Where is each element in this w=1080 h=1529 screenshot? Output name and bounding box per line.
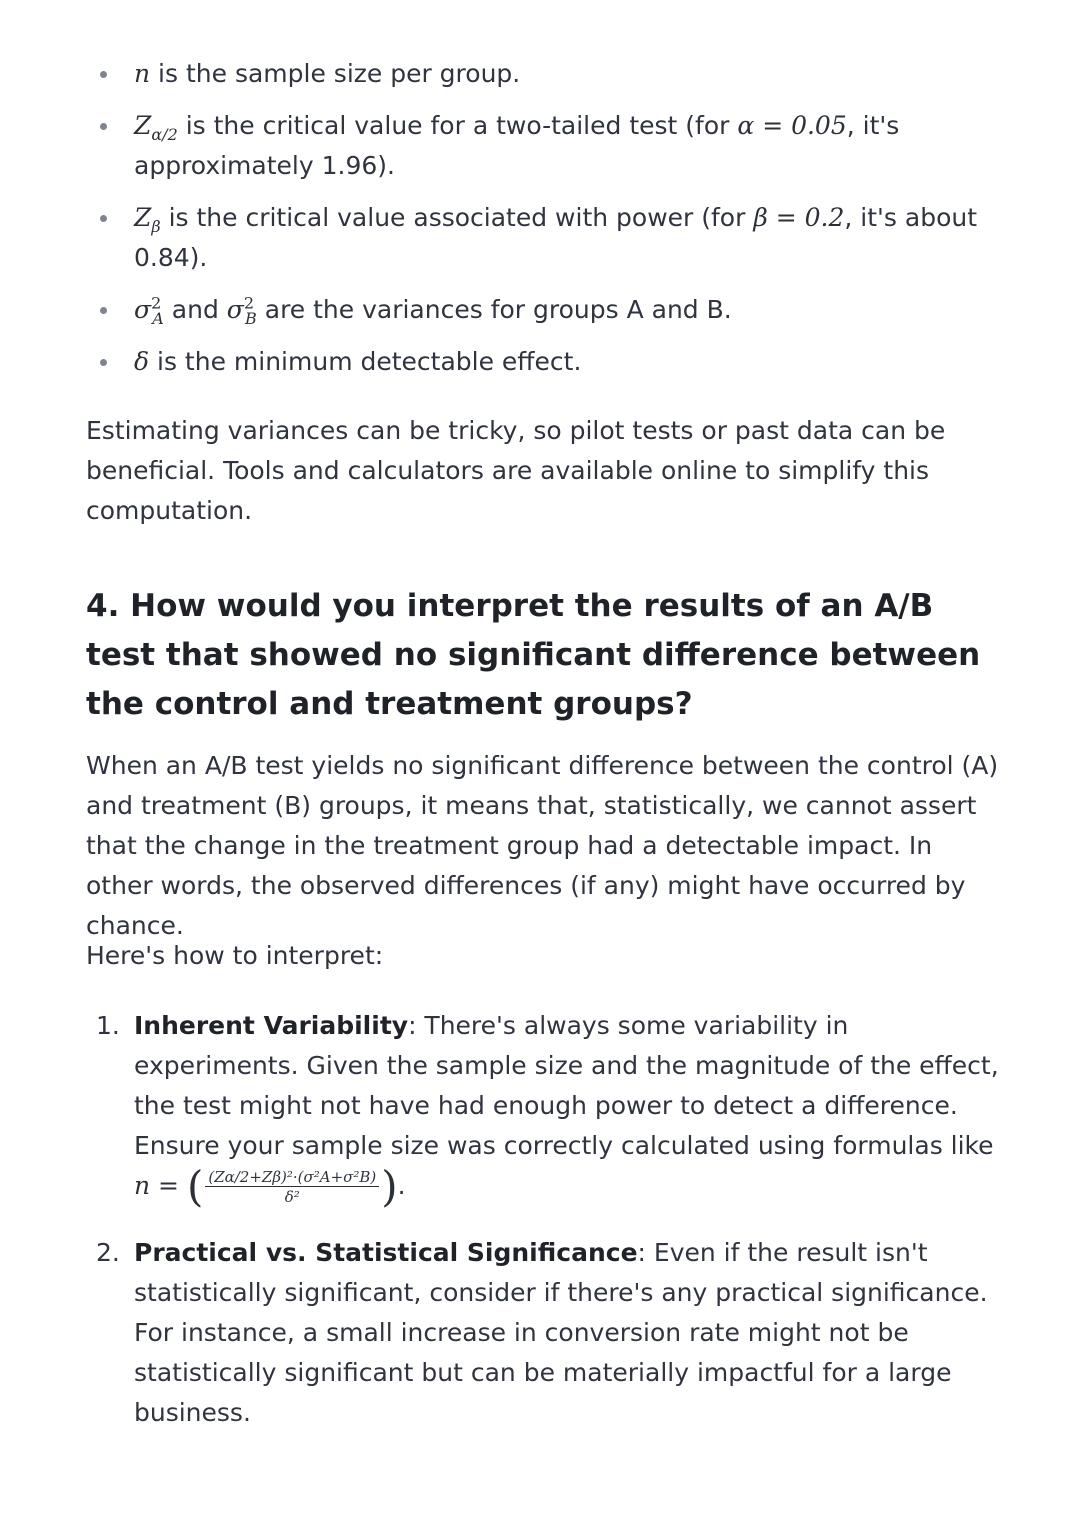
definition-text-continued: are the variances for groups A and B.	[256, 295, 732, 324]
list-item	[86, 198, 1006, 278]
list-number: 2.	[96, 1238, 120, 1267]
bullet-icon	[100, 71, 107, 78]
intro-paragraph: When an A/B test yields no significant difference between the control (A) and treatment (B) groups, it means that, statistically, we cannot assert that the change in the treatment group had a detectable impact. In other words, the observed differences (if any) might have occurred by chance.	[86, 751, 999, 940]
math-superscript: 2	[151, 293, 162, 313]
definition-text: is the critical value for a two-tailed test (for	[177, 111, 738, 140]
right-paren: )	[381, 1162, 398, 1211]
definition-text: and	[163, 295, 227, 324]
sample-size-formula	[205, 1168, 379, 1206]
interpretation-list	[86, 1006, 1006, 1433]
variance-note-paragraph: Estimating variances can be tricky, so pilot tests or past data can be beneficial. Tools and calculators are available online to simplify this computation.	[86, 416, 946, 525]
math-expression: β = 0.2	[753, 203, 845, 232]
point-body: : Even if the result isn't statistically significant, consider if there's any practical significance. For instance, a small increase in conversion rate might not be statistically significant but can be materially impactful for a large business.	[134, 1238, 988, 1427]
math-subscript: β	[151, 217, 161, 236]
list-item	[86, 290, 1006, 330]
list-item	[86, 54, 1006, 94]
math-subscript: A	[152, 309, 164, 328]
definition-text-continued: , it's approximately 1.96).	[134, 111, 900, 180]
bullet-icon	[100, 215, 107, 222]
math-subscript-second: B	[245, 309, 257, 328]
point-body: : There's always some variability in experiments. Given the sample size and the magnitude of the effect, the test might not have had enough power to detect a difference. Ensure your sample size was correctly calculated using formulas like	[134, 1011, 999, 1160]
bullet-icon	[100, 307, 107, 314]
definition-text: is the critical value associated with power (for	[160, 203, 754, 232]
math-expression: α = 0.05	[737, 111, 847, 140]
math-symbol-second: σ	[226, 295, 244, 324]
list-item	[86, 1006, 1006, 1211]
left-paren: (	[186, 1162, 204, 1211]
list-number: 1.	[96, 1011, 120, 1040]
formula-lhs: n =	[134, 1171, 179, 1200]
math-subscript: α/2	[151, 125, 178, 144]
interpret-lead: Here's how to interpret:	[86, 941, 384, 970]
math-symbol: Z	[134, 111, 152, 140]
definition-text: is the minimum detectable effect.	[149, 347, 582, 376]
definition-text-continued: , it's about 0.84).	[134, 203, 978, 272]
math-symbol: σ	[134, 295, 152, 324]
list-item	[86, 1233, 1006, 1433]
math-superscript-second: 2	[243, 293, 255, 313]
point-title: Inherent Variability	[134, 1011, 409, 1040]
formula-end: .	[397, 1171, 406, 1200]
section-heading: 4. How would you interpret the results of an A/B test that showed no significant difference between the control and treatment groups?	[86, 588, 981, 722]
math-symbol: n	[134, 59, 151, 88]
definitions-list	[86, 54, 1006, 394]
list-item	[86, 342, 1006, 382]
math-symbol: δ	[134, 347, 150, 376]
bullet-icon	[100, 123, 107, 130]
formula-denominator: δ²	[284, 1188, 300, 1206]
math-symbol: Z	[134, 203, 152, 232]
formula-numerator: (Zα/2+Zβ)²·(σ²A+σ²B)	[205, 1168, 379, 1187]
list-item	[86, 106, 1006, 186]
bullet-icon	[100, 359, 107, 366]
definition-text: is the sample size per group.	[150, 59, 521, 88]
point-title: Practical vs. Statistical Significance	[134, 1238, 638, 1267]
